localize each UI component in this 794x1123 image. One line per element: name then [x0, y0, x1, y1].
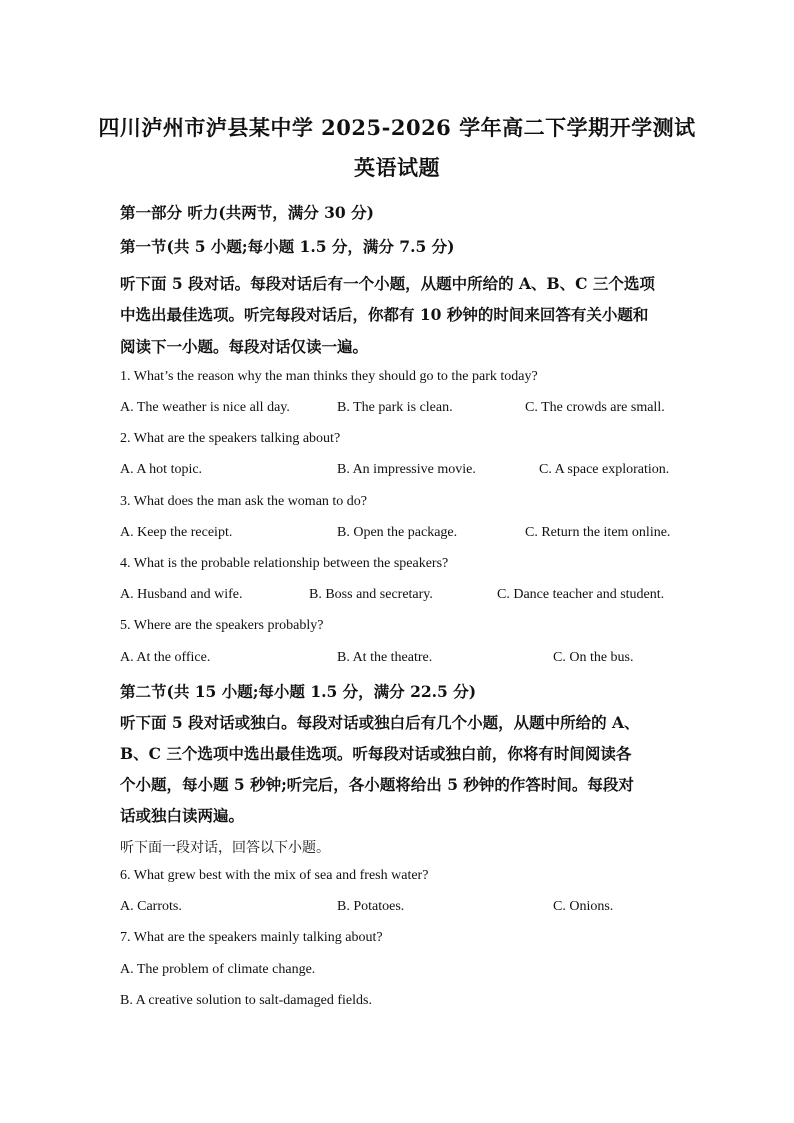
section2-instruction-line: 个小题，每小题 5 秒钟;听完后，各小题将给出 5 秒钟的作答时间。每段对 — [120, 775, 634, 794]
option-c: C. Dance teacher and student. — [497, 587, 665, 602]
option-a: A. The weather is nice all day. — [120, 400, 290, 415]
option-c: C. On the bus. — [553, 650, 634, 665]
question-stem: 7. What are the speakers mainly talking about? — [120, 930, 383, 945]
sub-instruction: 听下面一段对话，回答以下小题。 — [120, 840, 330, 856]
section2-instruction-line: 听下面 5 段对话或独白。每段对话或独白后有几个小题，从题中所给的 A、 — [120, 713, 640, 732]
section2-instruction-line: 话或独白读两遍。 — [120, 806, 245, 825]
section1-instruction-line: 阅读下一小题。每段对话仅读一遍。 — [120, 337, 369, 356]
option-a: A. At the office. — [120, 650, 211, 665]
option-b: B. Open the package. — [337, 525, 458, 540]
option-c: C. The crowds are small. — [525, 400, 665, 415]
option-c: C. Return the item online. — [525, 525, 671, 540]
question-stem: 1. What’s the reason why the man thinks they should go to the park today? — [120, 369, 538, 384]
option-b: B. Potatoes. — [337, 899, 405, 914]
option-b: B. An impressive movie. — [337, 462, 476, 477]
option-c: C. A space exploration. — [539, 462, 670, 477]
option-c: C. Onions. — [553, 899, 614, 914]
section1-instruction-line: 中选出最佳选项。听完每段对话后，你都有 10 秒钟的时间来回答有关小题和 — [120, 305, 649, 324]
question-stem: 6. What grew best with the mix of sea and fresh water? — [120, 868, 429, 883]
section1-instruction-line: 听下面 5 段对话。每段对话后有一个小题，从题中所给的 A、B、C 三个选项 — [120, 274, 655, 293]
question-stem: 3. What does the man ask the woman to do? — [120, 494, 368, 509]
option-b: B. A creative solution to salt-damaged fields. — [120, 993, 372, 1008]
option-a: A. Carrots. — [120, 899, 182, 914]
question-stem: 4. What is the probable relationship between the speakers? — [120, 556, 449, 571]
part1-heading: 第一部分 听力(共两节，满分 30 分) — [120, 203, 374, 222]
question-stem: 2. What are the speakers talking about? — [120, 431, 341, 446]
section2-heading: 第二节(共 15 小题;每小题 1.5 分，满分 22.5 分) — [120, 682, 477, 701]
option-b: B. At the theatre. — [337, 650, 433, 665]
exam-subtitle: 英语试题 — [354, 155, 440, 180]
section1-heading: 第一节(共 5 小题;每小题 1.5 分，满分 7.5 分) — [120, 237, 455, 256]
option-a: A. A hot topic. — [120, 462, 203, 477]
exam-title: 四川泸州市泸县某中学 2025-2026 学年高二下学期开学测试 — [98, 115, 696, 140]
option-b: B. Boss and secretary. — [309, 587, 433, 602]
section2-instruction-line: B、C 三个选项中选出最佳选项。听每段对话或独白前，你将有时间阅读各 — [120, 744, 632, 763]
option-a: A. The problem of climate change. — [120, 962, 316, 977]
question-stem: 5. Where are the speakers probably? — [120, 618, 324, 633]
option-a: A. Keep the receipt. — [120, 525, 233, 540]
option-b: B. The park is clean. — [337, 400, 453, 415]
option-a: A. Husband and wife. — [120, 587, 243, 602]
